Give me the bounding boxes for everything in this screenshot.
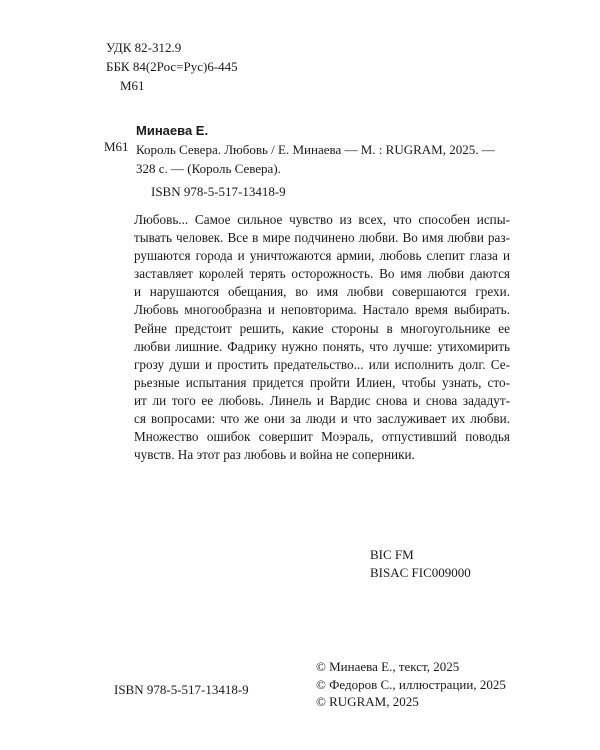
- annotation-line: Любовь многообразна и неповторима. Настало время выбирать.: [134, 302, 510, 318]
- annotation-line: рушаются города и уничтожаются армии, любовь слепит глаза и: [134, 248, 510, 264]
- annotation-line: грозу души и простить предательство... или исполнить долг. Се-: [134, 356, 510, 372]
- annotation-line: любви лишние. Фадрику нужно понять, что лучше: утихомирить: [134, 338, 510, 354]
- annotation-line: Рейне предстоит решить, какие стороны в многоугольнике ее: [134, 320, 510, 336]
- bisac-code: BISAC FIC009000: [370, 565, 471, 580]
- copyright-publisher: © RUGRAM, 2025: [316, 694, 419, 709]
- bic-code: BIC FM: [370, 547, 414, 562]
- annotation-line: тывать человек. Все в мире подчинено любви. Во имя любви раз-: [134, 230, 510, 246]
- bibliographic-entry: [136, 121, 508, 178]
- annotation-line: ит ли того ее любовь. Линель и Вардис снова и снова зададут-: [134, 392, 510, 408]
- annotation-line: чувств. На этот раз любовь и война не соперники.: [134, 447, 415, 463]
- annotation-line: заставляет королей терять осторожность. Во имя любви даются: [134, 266, 510, 282]
- classification-block: [106, 38, 238, 95]
- copyright-text: © Минаева Е., текст, 2025: [316, 659, 460, 674]
- author-name: Минаева Е.: [136, 123, 209, 138]
- annotation-line: и нарушаются обещания, во имя любви совершаются грехи.: [134, 284, 510, 300]
- bibliographic-description: Король Севера. Любовь / Е. Минаева — М. : RUGRAM, 2025. — 328 с. — (Король Севера).: [136, 142, 495, 176]
- author-mark: М61: [120, 78, 145, 93]
- annotation-line: Множество ошибок совершит Моэраль, отпустивший поводья: [134, 429, 510, 445]
- udk-code: УДК 82-312.9: [106, 40, 182, 55]
- bbk-code: ББК 84(2Рос=Рус)6-445: [106, 59, 238, 74]
- annotation-line: рьезные испытания придется пройти Илиен, чтобы узнать, сто-: [134, 374, 510, 390]
- isbn-top: ISBN 978-5-517-13418-9: [151, 184, 286, 199]
- copyright-block: [316, 658, 506, 711]
- annotation: [134, 211, 510, 464]
- copyright-illustrations: © Федоров С., иллюстрации, 2025: [316, 676, 506, 692]
- annotation-line: ся вопросами: что же они за люди и что заслуживает их любви.: [134, 411, 510, 427]
- annotation-line: Любовь... Самое сильное чувство из всех, что способен испы-: [134, 212, 510, 227]
- subject-codes: [370, 546, 471, 582]
- side-author-mark: М61: [104, 139, 129, 154]
- isbn-bottom: ISBN 978-5-517-13418-9: [114, 682, 249, 697]
